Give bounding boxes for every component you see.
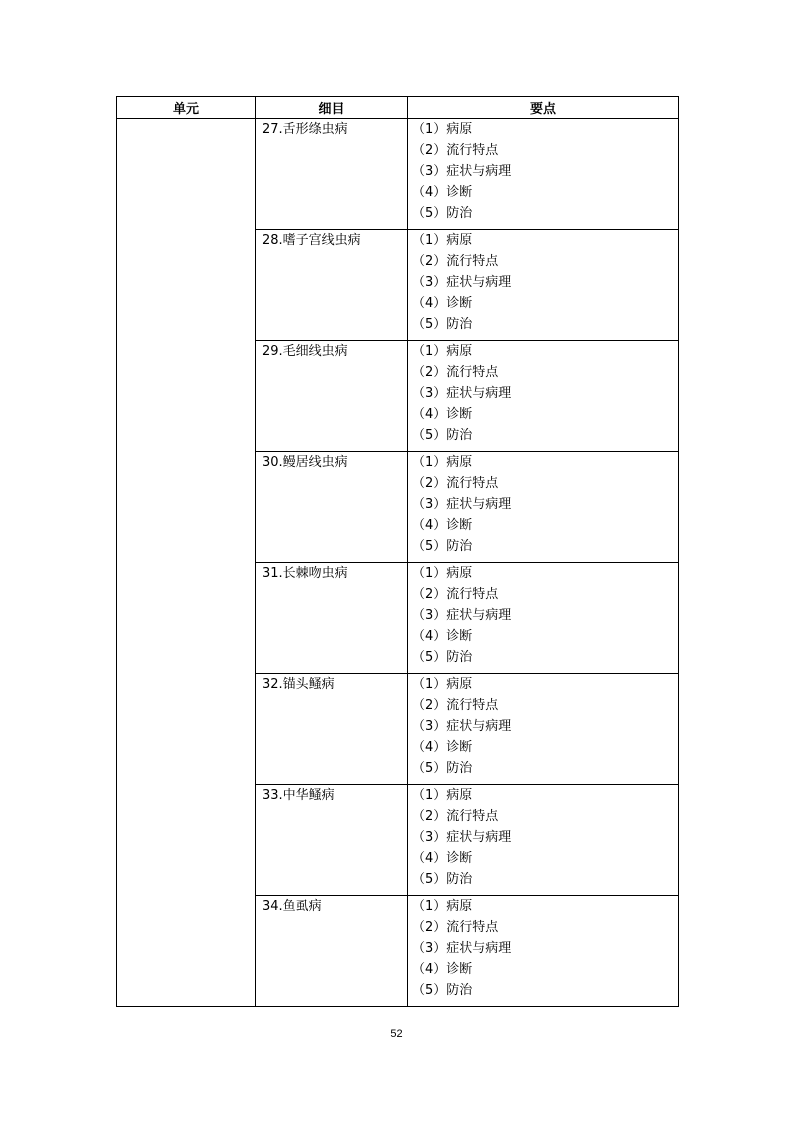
- point-item: （4）诊断: [412, 296, 473, 311]
- header-row: [117, 97, 679, 119]
- point-item: （5）防治: [412, 650, 473, 665]
- points-cell: [408, 341, 679, 452]
- topic-label: 27.舌形绦虫病: [262, 122, 348, 137]
- topic-cell: [256, 230, 408, 341]
- point-item: （5）防治: [412, 428, 473, 443]
- point-item: （5）防治: [412, 983, 473, 998]
- page-number: 52: [390, 1028, 403, 1040]
- topic-label: 29.毛细线虫病: [262, 344, 348, 359]
- topic-cell: [256, 341, 408, 452]
- topic-label: 31.长棘吻虫病: [262, 566, 348, 581]
- point-item: （2）流行特点: [412, 365, 499, 380]
- point-item: （5）防治: [412, 539, 473, 554]
- points-cell: [408, 785, 679, 896]
- point-item: （4）诊断: [412, 740, 473, 755]
- points-cell: [408, 896, 679, 1007]
- unit-cell: [117, 119, 256, 1007]
- point-item: （3）症状与病理: [412, 497, 512, 512]
- syllabus-table: [116, 96, 679, 1007]
- points-cell: [408, 119, 679, 230]
- point-item: （3）症状与病理: [412, 164, 512, 179]
- point-item: （3）症状与病理: [412, 275, 512, 290]
- point-item: （3）症状与病理: [412, 386, 512, 401]
- topic-cell: [256, 452, 408, 563]
- header-item: 细目: [256, 97, 408, 119]
- point-item: （4）诊断: [412, 518, 473, 533]
- topic-label: 30.鳗居线虫病: [262, 455, 348, 470]
- point-item: （2）流行特点: [412, 143, 499, 158]
- point-item: （4）诊断: [412, 629, 473, 644]
- points-cell: [408, 674, 679, 785]
- point-item: （1）病原: [412, 122, 473, 137]
- point-item: （3）症状与病理: [412, 941, 512, 956]
- table-body: [117, 119, 679, 1007]
- point-item: （3）症状与病理: [412, 830, 512, 845]
- point-item: （4）诊断: [412, 851, 473, 866]
- points-cell: [408, 230, 679, 341]
- point-item: （1）病原: [412, 677, 473, 692]
- point-item: （2）流行特点: [412, 920, 499, 935]
- point-item: （1）病原: [412, 233, 473, 248]
- point-item: （2）流行特点: [412, 587, 499, 602]
- point-item: （5）防治: [412, 872, 473, 887]
- points-cell: [408, 563, 679, 674]
- point-item: （5）防治: [412, 761, 473, 776]
- topic-cell: [256, 674, 408, 785]
- point-item: （1）病原: [412, 455, 473, 470]
- point-item: （5）防治: [412, 317, 473, 332]
- header-points: 要点: [408, 97, 679, 119]
- point-item: （4）诊断: [412, 185, 473, 200]
- point-item: （4）诊断: [412, 407, 473, 422]
- point-item: （2）流行特点: [412, 698, 499, 713]
- point-item: （2）流行特点: [412, 809, 499, 824]
- points-cell: [408, 452, 679, 563]
- topic-label: 34.鱼虱病: [262, 899, 322, 914]
- header-unit: 单元: [117, 97, 256, 119]
- point-item: （4）诊断: [412, 962, 473, 977]
- topic-cell: [256, 896, 408, 1007]
- topic-label: 32.锚头鳋病: [262, 677, 335, 692]
- topic-label: 33.中华鳋病: [262, 788, 335, 803]
- point-item: （3）症状与病理: [412, 608, 512, 623]
- table-row: [117, 119, 679, 230]
- point-item: （3）症状与病理: [412, 719, 512, 734]
- point-item: （1）病原: [412, 344, 473, 359]
- point-item: （1）病原: [412, 788, 473, 803]
- point-item: （1）病原: [412, 899, 473, 914]
- point-item: （1）病原: [412, 566, 473, 581]
- topic-cell: [256, 563, 408, 674]
- point-item: （5）防治: [412, 206, 473, 221]
- point-item: （2）流行特点: [412, 476, 499, 491]
- point-item: （2）流行特点: [412, 254, 499, 269]
- topic-cell: [256, 119, 408, 230]
- topic-label: 28.嗜子宫线虫病: [262, 233, 361, 248]
- topic-cell: [256, 785, 408, 896]
